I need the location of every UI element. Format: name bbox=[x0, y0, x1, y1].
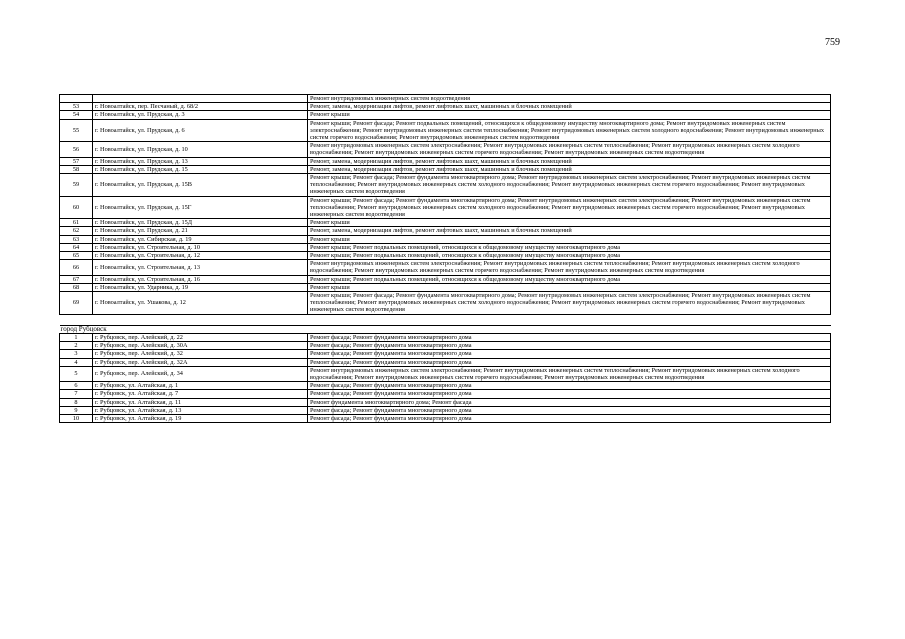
row-number: 55 bbox=[60, 119, 93, 142]
row-number: 3 bbox=[60, 350, 93, 358]
row-number: 9 bbox=[60, 406, 93, 414]
row-number: 64 bbox=[60, 243, 93, 251]
row-work: Ремонт крыши; Ремонт фасада; Ремонт фундамента многоквартирного дома; Ремонт внутридомовых инженерных систем электроснабжения; Ремонт внутридомовых инженерных систем теплоснабжения; Ремонт внутридомовых инженерных систем холодного водоснабжения; Ремонт внутридомовых инженерных систем горячего водоснабжения; Ремонт внутридомовых инженерных систем водоотведения bbox=[308, 174, 831, 197]
row-number bbox=[60, 95, 93, 103]
table-row bbox=[60, 243, 831, 251]
row-work: Ремонт внутридомовых инженерных систем электроснабжения; Ремонт внутридомовых инженерных систем теплоснабжения; Ремонт внутридомовых инженерных систем холодного водоснабжения; Ремонт внутридомовых инженерных систем горячего водоснабжения; Ремонт внутридомовых инженерных систем водоотведения bbox=[308, 366, 831, 381]
repair-program-table bbox=[59, 94, 831, 423]
row-address: г. Новоалтайск, ул. Ударника, д. 19 bbox=[93, 283, 308, 291]
row-number: 62 bbox=[60, 227, 93, 235]
row-number: 1 bbox=[60, 333, 93, 341]
row-number: 8 bbox=[60, 398, 93, 406]
row-address: г. Рубцовск, пер. Алейский, д. 32А bbox=[93, 358, 308, 366]
page-number: 759 bbox=[825, 37, 840, 48]
row-address: г. Новоалтайск, ул. Строительная, д. 16 bbox=[93, 275, 308, 283]
row-address: г. Новоалтайск, пер. Песчаный, д. 68/2 bbox=[93, 103, 308, 111]
spacer-row bbox=[60, 314, 831, 325]
row-work: Ремонт фасада; Ремонт фундамента многоквартирного дома bbox=[308, 350, 831, 358]
row-work: Ремонт, замена, модернизация лифтов, ремонт лифтовых шахт, машинных и блочных помещений bbox=[308, 157, 831, 165]
section-header-row bbox=[60, 325, 831, 333]
row-work: Ремонт фасада; Ремонт фундамента многоквартирного дома bbox=[308, 406, 831, 414]
row-work: Ремонт крыши; Ремонт фасада; Ремонт фундамента многоквартирного дома; Ремонт внутридомовых инженерных систем электроснабжения; Ремонт внутридомовых инженерных систем теплоснабжения; Ремонт внутридомовых инженерных систем холодного водоснабжения; Ремонт внутридомовых инженерных систем горячего водоснабжения; Ремонт внутридомовых инженерных систем водоотведения bbox=[308, 292, 831, 315]
row-address: г. Новоалтайск, ул. Прудская, д. 3 bbox=[93, 111, 308, 119]
row-work: Ремонт крыши; Ремонт подвальных помещений, относящихся к общедомовому имуществу многоквартирного дома bbox=[308, 243, 831, 251]
row-address: г. Новоалтайск, ул. Прудская, д. 15В bbox=[93, 174, 308, 197]
row-work: Ремонт крыши bbox=[308, 111, 831, 119]
table-row bbox=[60, 174, 831, 197]
row-work: Ремонт внутридомовых инженерных систем электроснабжения; Ремонт внутридомовых инженерных систем теплоснабжения; Ремонт внутридомовых инженерных систем холодного водоснабжения; Ремонт внутридомовых инженерных систем горячего водоснабжения; Ремонт внутридомовых инженерных систем водоотведения bbox=[308, 260, 831, 275]
row-address: г. Рубцовск, ул. Алтайская, д. 11 bbox=[93, 398, 308, 406]
section-title: город Рубцовск bbox=[60, 325, 831, 333]
table-row bbox=[60, 382, 831, 390]
row-work: Ремонт фундамента многоквартирного дома; Ремонт фасада bbox=[308, 398, 831, 406]
table-row bbox=[60, 111, 831, 119]
row-work: Ремонт фасада; Ремонт фундамента многоквартирного дома bbox=[308, 358, 831, 366]
row-number: 2 bbox=[60, 342, 93, 350]
row-work: Ремонт фасада; Ремонт фундамента многоквартирного дома bbox=[308, 414, 831, 422]
table-row bbox=[60, 283, 831, 291]
row-number: 68 bbox=[60, 283, 93, 291]
table-row bbox=[60, 358, 831, 366]
table-row bbox=[60, 350, 831, 358]
table-row bbox=[60, 252, 831, 260]
row-work: Ремонт фасада; Ремонт фундамента многоквартирного дома bbox=[308, 333, 831, 341]
table-row bbox=[60, 398, 831, 406]
row-work: Ремонт крыши; Ремонт фасада; Ремонт подвальных помещений, относящихся к общедомовому имуществу многоквартирного дома; Ремонт внутридомовых инженерных систем электроснабжения; Ремонт внутридомовых инженерных систем теплоснабжения; Ремонт внутридомовых инженерных систем холодного водоснабжения; Ремонт внутридомовых инженерных систем горячего водоснабжения; Ремонт внутридомовых инженерных систем водоотведения bbox=[308, 119, 831, 142]
table-row bbox=[60, 219, 831, 227]
row-work: Ремонт фасада; Ремонт фундамента многоквартирного дома bbox=[308, 390, 831, 398]
row-number: 69 bbox=[60, 292, 93, 315]
row-number: 67 bbox=[60, 275, 93, 283]
row-work: Ремонт крыши; Ремонт подвальных помещений, относящихся к общедомовому имуществу многоквартирного дома bbox=[308, 275, 831, 283]
row-work: Ремонт внутридомовых инженерных систем электроснабжения; Ремонт внутридомовых инженерных систем теплоснабжения; Ремонт внутридомовых инженерных систем холодного водоснабжения; Ремонт внутридомовых инженерных систем горячего водоснабжения; Ремонт внутридомовых инженерных систем водоотведения bbox=[308, 142, 831, 157]
table-body bbox=[60, 95, 831, 423]
table-row bbox=[60, 390, 831, 398]
row-address: г. Новоалтайск, ул. Строительная, д. 13 bbox=[93, 260, 308, 275]
row-address: г. Новоалтайск, ул. Строительная, д. 10 bbox=[93, 243, 308, 251]
row-number: 7 bbox=[60, 390, 93, 398]
row-number: 53 bbox=[60, 103, 93, 111]
row-number: 66 bbox=[60, 260, 93, 275]
row-number: 56 bbox=[60, 142, 93, 157]
spacer-cell bbox=[60, 314, 831, 325]
row-address: г. Рубцовск, ул. Алтайская, д. 13 bbox=[93, 406, 308, 414]
row-number: 58 bbox=[60, 165, 93, 173]
row-number: 5 bbox=[60, 366, 93, 381]
table-row bbox=[60, 196, 831, 219]
table-row bbox=[60, 342, 831, 350]
row-address: г. Новоалтайск, ул. Ушакова, д. 12 bbox=[93, 292, 308, 315]
table-row-continued bbox=[60, 95, 831, 103]
row-work: Ремонт, замена, модернизация лифтов, ремонт лифтовых шахт, машинных и блочных помещений bbox=[308, 103, 831, 111]
table-row bbox=[60, 260, 831, 275]
row-address: г. Новоалтайск, ул. Сибирская, д. 19 bbox=[93, 235, 308, 243]
row-number: 54 bbox=[60, 111, 93, 119]
table-row bbox=[60, 142, 831, 157]
row-address bbox=[93, 95, 308, 103]
row-number: 60 bbox=[60, 196, 93, 219]
row-work: Ремонт крыши bbox=[308, 283, 831, 291]
row-address: г. Новоалтайск, ул. Прудская, д. 13 bbox=[93, 157, 308, 165]
row-number: 57 bbox=[60, 157, 93, 165]
row-number: 63 bbox=[60, 235, 93, 243]
row-address: г. Рубцовск, пер. Алейский, д. 32 bbox=[93, 350, 308, 358]
table-row bbox=[60, 235, 831, 243]
row-number: 61 bbox=[60, 219, 93, 227]
row-work: Ремонт, замена, модернизация лифтов, ремонт лифтовых шахт, машинных и блочных помещений bbox=[308, 165, 831, 173]
table-row bbox=[60, 227, 831, 235]
row-address: г. Рубцовск, ул. Алтайская, д. 19 bbox=[93, 414, 308, 422]
row-address: г. Рубцовск, ул. Алтайская, д. 7 bbox=[93, 390, 308, 398]
row-work: Ремонт фасада; Ремонт фундамента многоквартирного дома bbox=[308, 382, 831, 390]
row-address: г. Новоалтайск, ул. Прудская, д. 15Д bbox=[93, 219, 308, 227]
row-address: г. Рубцовск, ул. Алтайская, д. 1 bbox=[93, 382, 308, 390]
row-number: 10 bbox=[60, 414, 93, 422]
table-row bbox=[60, 119, 831, 142]
row-work: Ремонт, замена, модернизация лифтов, ремонт лифтовых шахт, машинных и блочных помещений bbox=[308, 227, 831, 235]
row-work: Ремонт фасада; Ремонт фундамента многоквартирного дома bbox=[308, 342, 831, 350]
row-work: Ремонт крыши; Ремонт подвальных помещений, относящихся к общедомовому имуществу многоквартирного дома bbox=[308, 252, 831, 260]
table-row bbox=[60, 275, 831, 283]
table-row bbox=[60, 292, 831, 315]
table-row bbox=[60, 157, 831, 165]
row-address: г. Новоалтайск, ул. Прудская, д. 15 bbox=[93, 165, 308, 173]
table-row bbox=[60, 103, 831, 111]
row-address: г. Новоалтайск, ул. Прудская, д. 6 bbox=[93, 119, 308, 142]
table-row bbox=[60, 414, 831, 422]
row-work: Ремонт крыши; Ремонт фасада; Ремонт фундамента многоквартирного дома; Ремонт внутридомовых инженерных систем электроснабжения; Ремонт внутридомовых инженерных систем теплоснабжения; Ремонт внутридомовых инженерных систем холодного водоснабжения; Ремонт внутридомовых инженерных систем горячего водоснабжения; Ремонт внутридомовых инженерных систем водоотведения bbox=[308, 196, 831, 219]
row-address: г. Новоалтайск, ул. Прудская, д. 10 bbox=[93, 142, 308, 157]
row-work: Ремонт внутридомовых инженерных систем водоотведения bbox=[308, 95, 831, 103]
row-number: 65 bbox=[60, 252, 93, 260]
row-address: г. Рубцовск, пер. Алейский, д. 34 bbox=[93, 366, 308, 381]
row-address: г. Новоалтайск, ул. Строительная, д. 12 bbox=[93, 252, 308, 260]
row-address: г. Новоалтайск, ул. Прудская, д. 21 bbox=[93, 227, 308, 235]
row-work: Ремонт крыши bbox=[308, 219, 831, 227]
table-row bbox=[60, 366, 831, 381]
row-number: 59 bbox=[60, 174, 93, 197]
row-number: 6 bbox=[60, 382, 93, 390]
row-address: г. Рубцовск, пер. Алейский, д. 30А bbox=[93, 342, 308, 350]
row-work: Ремонт крыши bbox=[308, 235, 831, 243]
row-number: 4 bbox=[60, 358, 93, 366]
table-row bbox=[60, 333, 831, 341]
table-row bbox=[60, 165, 831, 173]
row-address: г. Новоалтайск, ул. Прудская, д. 15Г bbox=[93, 196, 308, 219]
row-address: г. Рубцовск, пер. Алейский, д. 22 bbox=[93, 333, 308, 341]
table-row bbox=[60, 406, 831, 414]
